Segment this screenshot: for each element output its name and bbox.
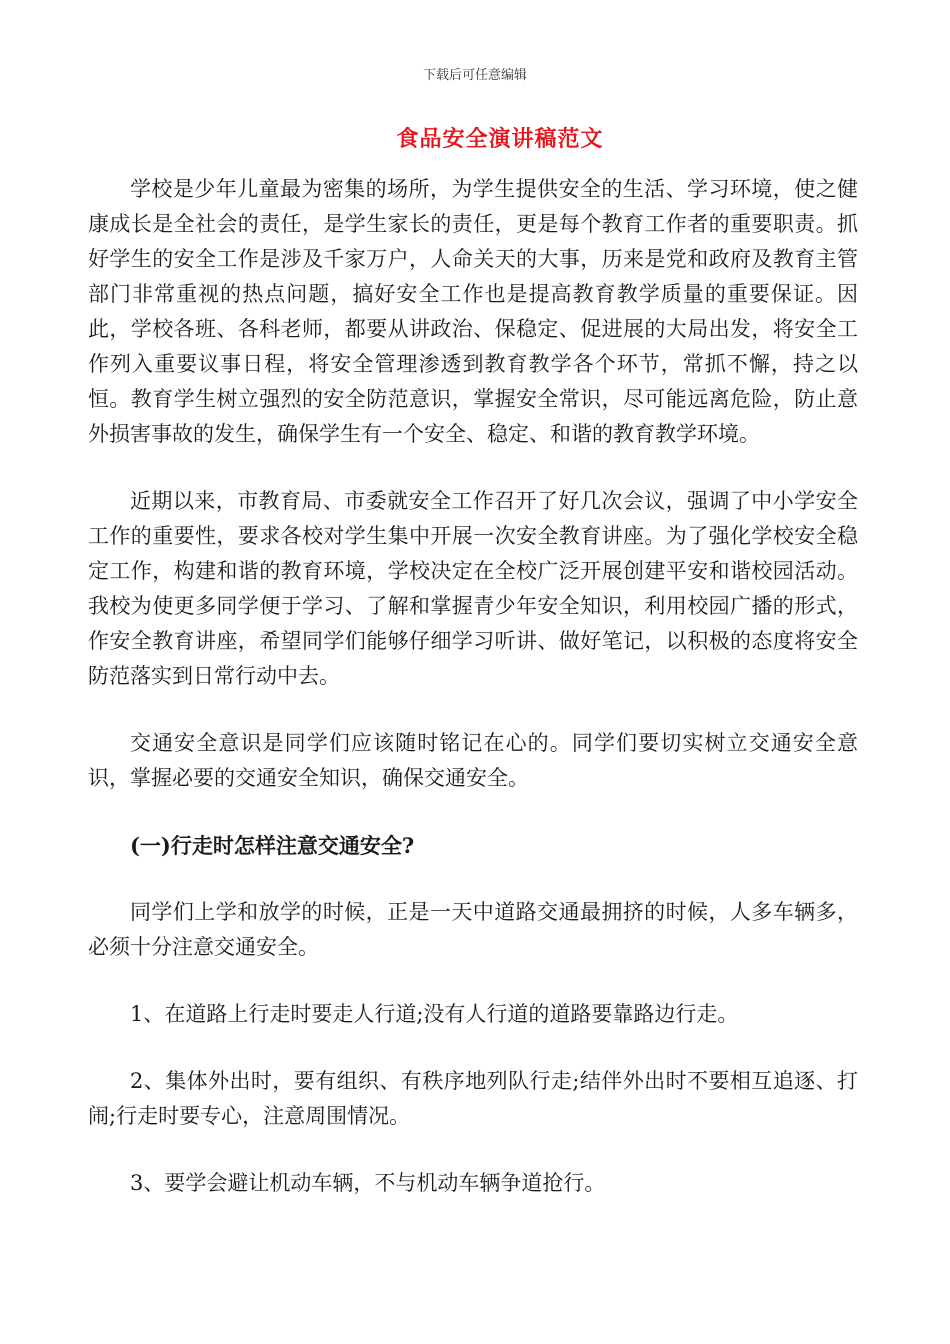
document-title: 食品安全演讲稿范文 [396, 126, 604, 152]
document-body [88, 172, 858, 1233]
paragraph: 学校是少年儿童最为密集的场所，为学生提供安全的生活、学习环境，使之健康成长是全社会的责任，是学生家长的责任，更是每个教育工作者的重要职责。抓好学生的安全工作是涉及千家万户，人命关天的大事，历来是党和政府及教育主管部门非常重视的热点问题，搞好安全工作也是提高教育教学质量的重要保证。因此，学校各班、各科老师，都要从讲政治、保稳定、促进展的大局出发，将安全工作列入重要议事日程，将安全管理渗透到教育教学各个环节，常抓不懈，持之以恒。教育学生树立强烈的安全防范意识，掌握安全常识，尽可能远离危险，防止意外损害事故的发生，确保学生有一个安全、稳定、和谐的教育教学环境。 [88, 177, 858, 446]
list-item: 2、集体外出时，要有组织、有秩序地列队行走;结伴外出时不要相互追逐、打闹;行走时要专心，注意周围情况。 [88, 1069, 858, 1128]
paragraph: 同学们上学和放学的时候，正是一天中道路交通最拥挤的时候，人多车辆多，必须十分注意交通安全。 [88, 900, 858, 959]
paragraph: 交通安全意识是同学们应该随时铭记在心的。同学们要切实树立交通安全意识，掌握必要的交通安全知识，确保交通安全。 [88, 731, 858, 790]
page-header: 下载后可任意编辑 [422, 68, 527, 83]
paragraph: 近期以来，市教育局、市委就安全工作召开了好几次会议，强调了中小学安全工作的重要性，要求各校对学生集中开展一次安全教育讲座。为了强化学校安全稳定工作，构建和谐的教育环境，学校决定在全校广泛开展创建平安和谐校园活动。我校为使更多同学便于学习、了解和掌握青少年安全知识，利用校园广播的形式，作安全教育讲座，希望同学们能够仔细学习听讲、做好笔记，以积极的态度将安全防范落实到日常行动中去。 [88, 489, 858, 688]
list-item: 3、要学会避让机动车辆，不与机动车辆争道抢行。 [130, 1171, 606, 1195]
list-item: 1、在道路上行走时要走人行道;没有人行道的道路要靠路边行走。 [130, 1002, 739, 1026]
section-heading: (一)行走时怎样注意交通安全? [130, 833, 415, 858]
